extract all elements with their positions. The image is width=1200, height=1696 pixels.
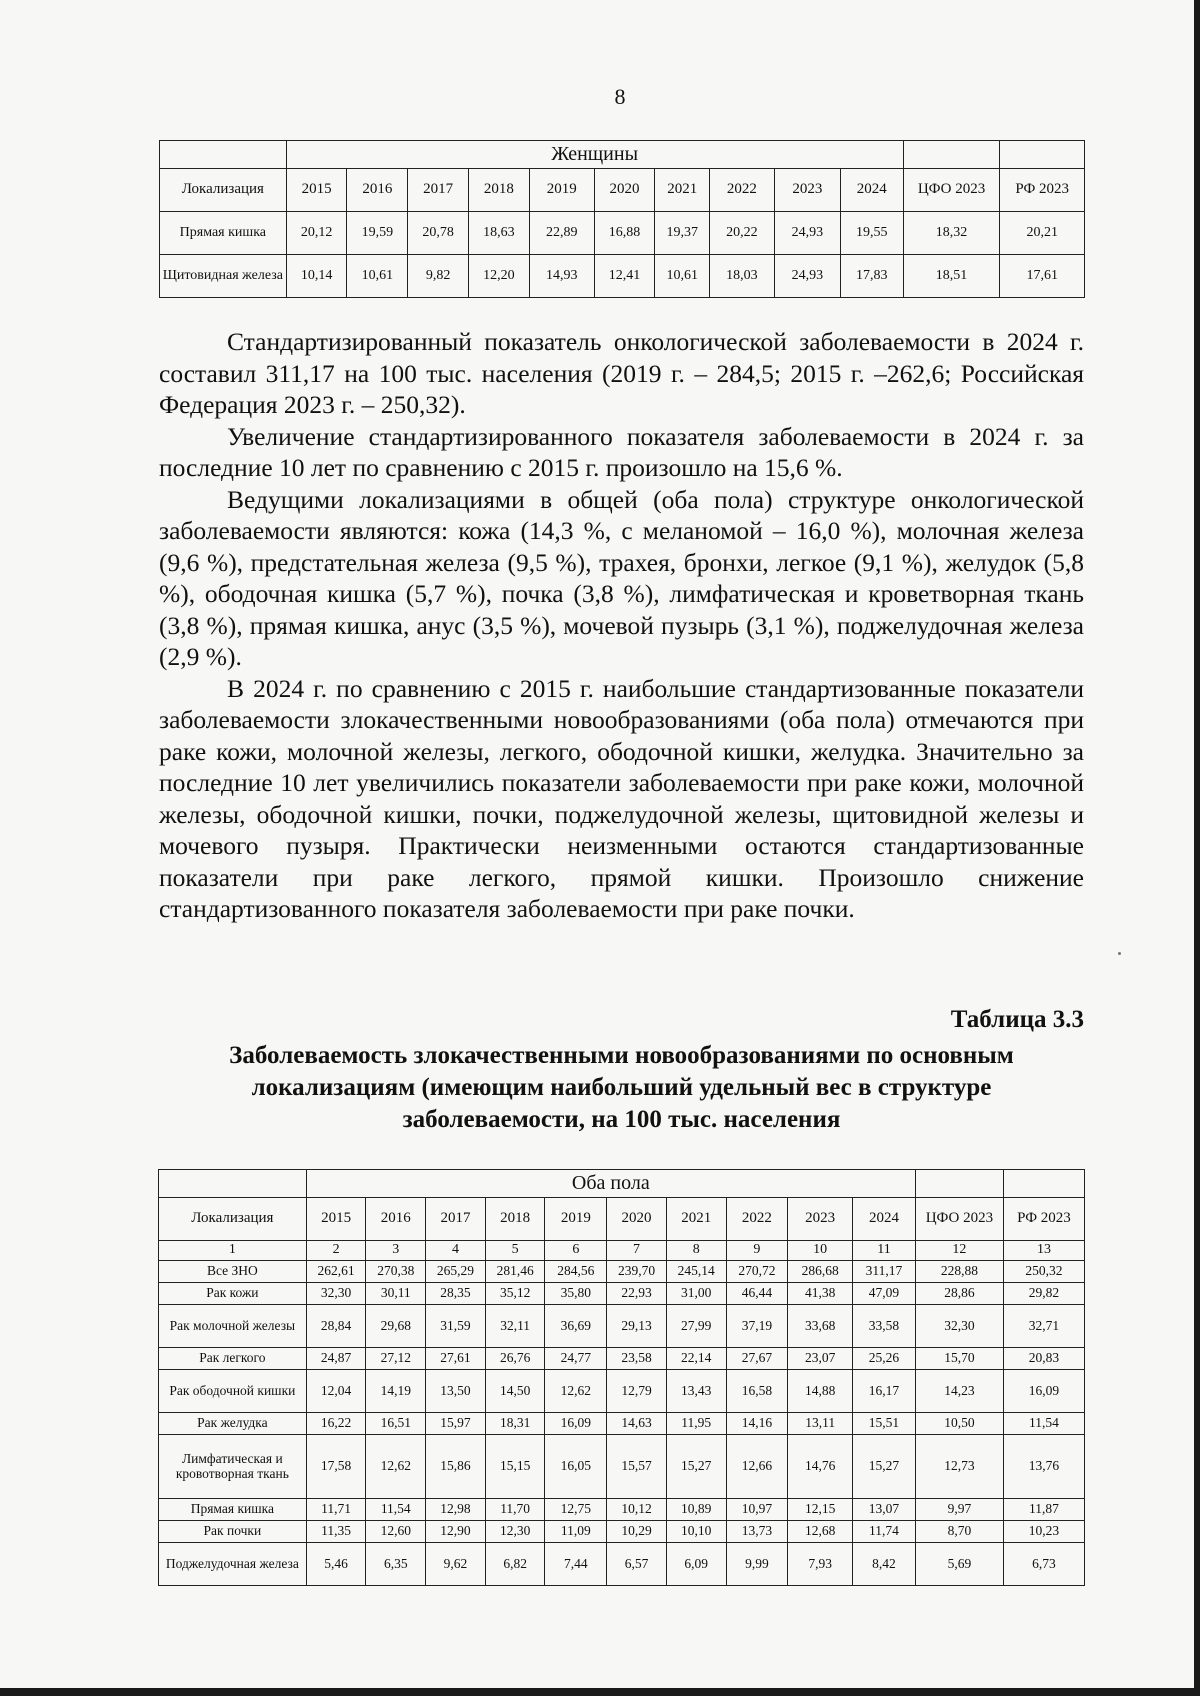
cell-value: 20,22	[709, 212, 774, 255]
cell-value: 8,42	[853, 1543, 916, 1586]
cell-value: 32,30	[306, 1283, 366, 1305]
cell-value: 19,59	[347, 212, 408, 255]
table-row	[159, 1348, 1085, 1370]
scan-edge-right	[1194, 0, 1200, 1696]
cell-value: 13,43	[666, 1370, 726, 1413]
row-label: Рак почки	[159, 1521, 307, 1543]
cell-value: 16,09	[545, 1413, 607, 1435]
cell-value: 16,88	[594, 212, 655, 255]
cell-value: 16,05	[545, 1435, 607, 1499]
cell-value: 6,57	[607, 1543, 667, 1586]
cell-value: 13,76	[1003, 1435, 1084, 1499]
cell-value: 20,21	[1000, 212, 1085, 255]
cell-value: 13,50	[426, 1370, 486, 1413]
cell-value: 286,68	[788, 1261, 853, 1283]
cell-value: 10,23	[1003, 1521, 1084, 1543]
cell-value: 15,27	[853, 1435, 916, 1499]
cell-value: 29,13	[607, 1305, 667, 1348]
cell-value: 27,67	[726, 1348, 788, 1370]
scan-speck	[1118, 952, 1121, 955]
table-row	[159, 1261, 1085, 1283]
column-header: 2017	[426, 1198, 486, 1241]
column-header: 2020	[594, 169, 655, 212]
cell-value: 12,20	[468, 255, 529, 298]
cell-value: 284,56	[545, 1261, 607, 1283]
cell-value: 18,32	[903, 212, 1000, 255]
column-header: 2022	[709, 169, 774, 212]
row-label: Рак молочной железы	[159, 1305, 307, 1348]
cell-value: 13,07	[853, 1499, 916, 1521]
column-number: 5	[485, 1241, 545, 1261]
cell-value: 11,74	[853, 1521, 916, 1543]
row-label: Лимфатическая и кровотворная ткань	[159, 1435, 307, 1499]
column-number: 4	[426, 1241, 486, 1261]
row-label: Прямая кишка	[159, 1499, 307, 1521]
cell-value: 17,61	[1000, 255, 1085, 298]
group-title-both: Оба пола	[306, 1170, 915, 1198]
column-header: 2021	[666, 1198, 726, 1241]
cell-value: 9,82	[408, 255, 469, 298]
cell-value: 9,99	[726, 1543, 788, 1586]
column-header: РФ 2023	[1003, 1198, 1084, 1241]
cell-value: 22,14	[666, 1348, 726, 1370]
empty-cell	[915, 1170, 1003, 1198]
cell-value: 7,93	[788, 1543, 853, 1586]
row-label: Щитовидная железа	[160, 255, 287, 298]
cell-value: 15,86	[426, 1435, 486, 1499]
table-row	[160, 255, 1085, 298]
column-header: 2020	[607, 1198, 667, 1241]
cell-value: 311,17	[853, 1261, 916, 1283]
cell-value: 7,44	[545, 1543, 607, 1586]
column-header: 2021	[655, 169, 710, 212]
cell-value: 11,95	[666, 1413, 726, 1435]
cell-value: 14,19	[366, 1370, 426, 1413]
cell-value: 26,76	[485, 1348, 545, 1370]
cell-value: 8,70	[915, 1521, 1003, 1543]
cell-value: 20,78	[408, 212, 469, 255]
cell-value: 5,69	[915, 1543, 1003, 1586]
cell-value: 23,07	[788, 1348, 853, 1370]
table-group-header-row	[160, 141, 1085, 169]
column-header: 2023	[788, 1198, 853, 1241]
column-header: 2017	[408, 169, 469, 212]
row-label: Рак легкого	[159, 1348, 307, 1370]
cell-value: 12,04	[306, 1370, 366, 1413]
cell-value: 270,72	[726, 1261, 788, 1283]
cell-value: 35,80	[545, 1283, 607, 1305]
cell-value: 30,11	[366, 1283, 426, 1305]
cell-value: 24,87	[306, 1348, 366, 1370]
cell-value: 18,31	[485, 1413, 545, 1435]
cell-value: 12,62	[366, 1435, 426, 1499]
column-number: 13	[1003, 1241, 1084, 1261]
page-number: 8	[614, 84, 626, 109]
column-header: 2024	[853, 1198, 916, 1241]
cell-value: 12,41	[594, 255, 655, 298]
cell-value: 12,98	[426, 1499, 486, 1521]
column-header: 2015	[306, 1198, 366, 1241]
cell-value: 16,58	[726, 1370, 788, 1413]
cell-value: 11,71	[306, 1499, 366, 1521]
row-label: Рак желудка	[159, 1413, 307, 1435]
table-header-row	[159, 1198, 1085, 1241]
cell-value: 24,77	[545, 1348, 607, 1370]
table-title: Заболеваемость злокачественными новообразованиями по основным локализациям (имеющим наибольший удельный вес в структуре заболеваемости, на 100 тыс. населения	[229, 1042, 1014, 1133]
cell-value: 46,44	[726, 1283, 788, 1305]
cell-value: 29,82	[1003, 1283, 1084, 1305]
cell-value: 16,51	[366, 1413, 426, 1435]
cell-value: 20,83	[1003, 1348, 1084, 1370]
column-header: 2018	[485, 1198, 545, 1241]
cell-value: 12,90	[426, 1521, 486, 1543]
table-group-header-row	[159, 1170, 1085, 1198]
column-number-row	[159, 1241, 1085, 1261]
column-number: 8	[666, 1241, 726, 1261]
body-text	[159, 326, 1084, 925]
cell-value: 5,46	[306, 1543, 366, 1586]
cell-value: 22,93	[607, 1283, 667, 1305]
cell-value: 10,61	[655, 255, 710, 298]
scan-edge-bottom	[0, 1688, 1200, 1696]
column-header: ЦФО 2023	[915, 1198, 1003, 1241]
cell-value: 11,54	[366, 1499, 426, 1521]
cell-value: 6,73	[1003, 1543, 1084, 1586]
row-label: Поджелудочная железа	[159, 1543, 307, 1586]
column-number: 12	[915, 1241, 1003, 1261]
cell-value: 265,29	[426, 1261, 486, 1283]
column-header: 2019	[545, 1198, 607, 1241]
cell-value: 23,58	[607, 1348, 667, 1370]
paragraph: Увеличение стандартизированного показателя заболеваемости в 2024 г. за последние 10 лет по сравнению с 2015 г. произошло на 15,6 %.	[159, 421, 1084, 482]
column-header: 2018	[468, 169, 529, 212]
cell-value: 12,75	[545, 1499, 607, 1521]
table-row	[159, 1283, 1085, 1305]
cell-value: 13,73	[726, 1521, 788, 1543]
cell-value: 20,12	[286, 212, 347, 255]
table-row	[159, 1305, 1085, 1348]
cell-value: 11,35	[306, 1521, 366, 1543]
row-label: Рак кожи	[159, 1283, 307, 1305]
cell-value: 12,73	[915, 1435, 1003, 1499]
cell-value: 11,09	[545, 1521, 607, 1543]
cell-value: 9,62	[426, 1543, 486, 1586]
column-header: Локализация	[160, 169, 287, 212]
cell-value: 14,16	[726, 1413, 788, 1435]
cell-value: 6,35	[366, 1543, 426, 1586]
column-header: ЦФО 2023	[903, 169, 1000, 212]
cell-value: 36,69	[545, 1305, 607, 1348]
cell-value: 27,12	[366, 1348, 426, 1370]
table-label: Таблица 3.3	[950, 1006, 1084, 1033]
cell-value: 31,59	[426, 1305, 486, 1348]
table-both-sexes-incidence	[158, 1169, 1085, 1586]
column-header: 2016	[366, 1198, 426, 1241]
cell-value: 12,30	[485, 1521, 545, 1543]
empty-cell	[1003, 1170, 1084, 1198]
cell-value: 11,87	[1003, 1499, 1084, 1521]
empty-cell	[903, 141, 1000, 169]
cell-value: 35,12	[485, 1283, 545, 1305]
cell-value: 19,55	[840, 212, 903, 255]
cell-value: 32,71	[1003, 1305, 1084, 1348]
cell-value: 12,15	[788, 1499, 853, 1521]
cell-value: 6,09	[666, 1543, 726, 1586]
cell-value: 10,89	[666, 1499, 726, 1521]
column-header: 2023	[774, 169, 840, 212]
cell-value: 10,14	[286, 255, 347, 298]
column-number: 3	[366, 1241, 426, 1261]
column-header: 2022	[726, 1198, 788, 1241]
cell-value: 281,46	[485, 1261, 545, 1283]
paragraph: Стандартизированный показатель онкологической заболеваемости в 2024 г. составил 311,17 на 100 тыс. населения (2019 г. – 284,5; 2015 г. –262,6; Российская Федерация 2023 г. – 250,32).	[159, 327, 1084, 419]
paragraph: В 2024 г. по сравнению с 2015 г. наибольшие стандартизованные показатели заболеваемости злокачественными новообразованиями (оба пола) отмечаются при раке кожи, молочной железы, легкого, ободочной кишки, желудка. Значительно за последние 10 лет увеличились показатели заболеваемости при раке кожи, молочной железы, ободочной кишки, почки, поджелудочной железы, щитовидной железы и мочевого пузыря. Практически неизменными остаются стандартизованные показатели при раке легкого, прямой кишки. Произошло снижение стандартизованного показателя заболеваемости при раке почки.	[159, 673, 1084, 923]
column-number: 9	[726, 1241, 788, 1261]
cell-value: 15,51	[853, 1413, 916, 1435]
cell-value: 14,23	[915, 1370, 1003, 1413]
table-row	[159, 1413, 1085, 1435]
cell-value: 250,32	[1003, 1261, 1084, 1283]
cell-value: 18,63	[468, 212, 529, 255]
cell-value: 14,50	[485, 1370, 545, 1413]
cell-value: 14,93	[529, 255, 594, 298]
column-number: 10	[788, 1241, 853, 1261]
table-row	[160, 212, 1085, 255]
cell-value: 11,70	[485, 1499, 545, 1521]
cell-value: 10,10	[666, 1521, 726, 1543]
cell-value: 22,89	[529, 212, 594, 255]
cell-value: 14,88	[788, 1370, 853, 1413]
cell-value: 12,62	[545, 1370, 607, 1413]
cell-value: 29,68	[366, 1305, 426, 1348]
cell-value: 9,97	[915, 1499, 1003, 1521]
empty-cell	[160, 141, 287, 169]
cell-value: 14,63	[607, 1413, 667, 1435]
column-header: 2019	[529, 169, 594, 212]
cell-value: 18,03	[709, 255, 774, 298]
cell-value: 245,14	[666, 1261, 726, 1283]
cell-value: 37,19	[726, 1305, 788, 1348]
cell-value: 270,38	[366, 1261, 426, 1283]
cell-value: 17,58	[306, 1435, 366, 1499]
column-number: 1	[159, 1241, 307, 1261]
cell-value: 10,12	[607, 1499, 667, 1521]
cell-value: 239,70	[607, 1261, 667, 1283]
cell-value: 15,15	[485, 1435, 545, 1499]
cell-value: 14,76	[788, 1435, 853, 1499]
column-number: 11	[853, 1241, 916, 1261]
cell-value: 12,79	[607, 1370, 667, 1413]
table-row	[159, 1370, 1085, 1413]
table-header-row	[160, 169, 1085, 212]
column-header: 2016	[347, 169, 408, 212]
paragraph: Ведущими локализациями в общей (оба пола) структуре онкологической заболеваемости являются: кожа (14,3 %, с меланомой – 16,0 %), молочная железа (9,6 %), предстательная железа (9,5 %), трахея, бронхи, легкое (9,1 %), желудок (5,8 %), ободочная кишка (5,7 %), почка (3,8 %), лимфатическая и кроветворная ткань (3,8 %), прямая кишка, анус (3,5 %), мочевой пузырь (3,1 %), поджелудочная железа (2,9 %).	[159, 484, 1084, 671]
cell-value: 10,61	[347, 255, 408, 298]
column-header: 2024	[840, 169, 903, 212]
table-row	[159, 1435, 1085, 1499]
cell-value: 12,68	[788, 1521, 853, 1543]
table-row	[159, 1543, 1085, 1586]
cell-value: 31,00	[666, 1283, 726, 1305]
cell-value: 17,83	[840, 255, 903, 298]
cell-value: 12,60	[366, 1521, 426, 1543]
column-number: 2	[306, 1241, 366, 1261]
cell-value: 6,82	[485, 1543, 545, 1586]
group-title-women: Женщины	[286, 141, 903, 169]
cell-value: 24,93	[774, 212, 840, 255]
row-label: Все ЗНО	[159, 1261, 307, 1283]
cell-value: 15,70	[915, 1348, 1003, 1370]
empty-cell	[159, 1170, 307, 1198]
cell-value: 32,11	[485, 1305, 545, 1348]
table-row	[159, 1521, 1085, 1543]
cell-value: 25,26	[853, 1348, 916, 1370]
cell-value: 16,22	[306, 1413, 366, 1435]
cell-value: 10,50	[915, 1413, 1003, 1435]
cell-value: 41,38	[788, 1283, 853, 1305]
cell-value: 16,17	[853, 1370, 916, 1413]
cell-value: 10,97	[726, 1499, 788, 1521]
cell-value: 16,09	[1003, 1370, 1084, 1413]
cell-value: 33,68	[788, 1305, 853, 1348]
row-label: Рак ободочной кишки	[159, 1370, 307, 1413]
cell-value: 28,86	[915, 1283, 1003, 1305]
cell-value: 15,27	[666, 1435, 726, 1499]
cell-value: 13,11	[788, 1413, 853, 1435]
cell-value: 24,93	[774, 255, 840, 298]
cell-value: 27,61	[426, 1348, 486, 1370]
cell-value: 33,58	[853, 1305, 916, 1348]
row-label: Прямая кишка	[160, 212, 287, 255]
table-row	[159, 1499, 1085, 1521]
cell-value: 11,54	[1003, 1413, 1084, 1435]
column-header: 2015	[286, 169, 347, 212]
cell-value: 47,09	[853, 1283, 916, 1305]
column-header: Локализация	[159, 1198, 307, 1241]
column-number: 7	[607, 1241, 667, 1261]
cell-value: 32,30	[915, 1305, 1003, 1348]
cell-value: 27,99	[666, 1305, 726, 1348]
cell-value: 19,37	[655, 212, 710, 255]
cell-value: 228,88	[915, 1261, 1003, 1283]
cell-value: 10,29	[607, 1521, 667, 1543]
cell-value: 18,51	[903, 255, 1000, 298]
cell-value: 15,97	[426, 1413, 486, 1435]
table-women-incidence	[159, 140, 1085, 298]
cell-value: 15,57	[607, 1435, 667, 1499]
cell-value: 28,84	[306, 1305, 366, 1348]
empty-cell	[1000, 141, 1085, 169]
column-header: РФ 2023	[1000, 169, 1085, 212]
cell-value: 28,35	[426, 1283, 486, 1305]
cell-value: 12,66	[726, 1435, 788, 1499]
column-number: 6	[545, 1241, 607, 1261]
cell-value: 262,61	[306, 1261, 366, 1283]
